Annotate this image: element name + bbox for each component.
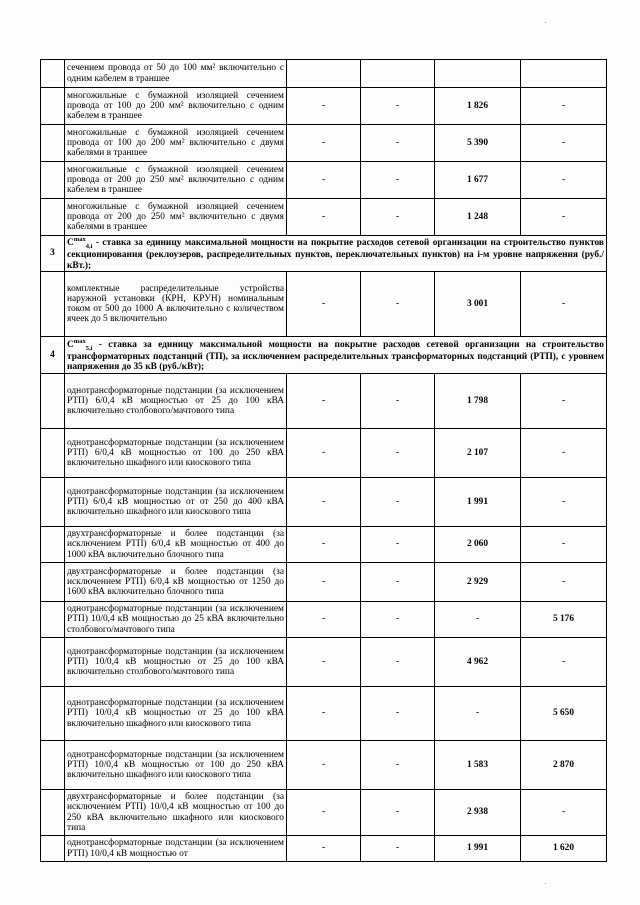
rate-value-col-1	[287, 60, 361, 88]
rate-value-col-3: -	[435, 687, 521, 741]
rate-symbol-sub: 5,i	[85, 344, 93, 352]
rate-value-col-1: -	[287, 602, 361, 638]
rate-value-col-1: -	[287, 88, 361, 125]
rate-value-col-2: -	[361, 478, 435, 527]
rate-symbol-sub: 4,i	[85, 243, 93, 251]
section-header-row	[41, 236, 607, 272]
tariff-table	[40, 59, 607, 862]
rate-value-col-4: -	[521, 478, 607, 527]
tariff-table-body	[41, 60, 607, 862]
row-number-cell	[41, 162, 65, 199]
rate-value-col-2: -	[361, 687, 435, 741]
rate-value-col-2: -	[361, 527, 435, 563]
row-number-cell	[41, 60, 65, 88]
row-description: сечением провода от 50 до 100 мм² включительно с одним кабелем в траншее	[65, 60, 287, 88]
rate-value-col-3: 4 962	[435, 638, 521, 687]
section-header-text	[65, 236, 607, 272]
table-row	[41, 88, 607, 125]
rate-value-col-1: -	[287, 429, 361, 478]
row-number-cell	[41, 790, 65, 836]
rate-value-col-2: -	[361, 602, 435, 638]
rate-value-col-4: -	[521, 790, 607, 836]
row-number-cell	[41, 563, 65, 602]
rate-value-col-2: -	[361, 125, 435, 162]
rate-value-col-4: -	[521, 272, 607, 337]
rate-value-col-1: -	[287, 478, 361, 527]
row-number-cell	[41, 741, 65, 790]
table-row	[41, 638, 607, 687]
row-number-cell	[41, 687, 65, 741]
section-number: 3	[41, 236, 65, 272]
table-row	[41, 563, 607, 602]
row-description: комплектные распределительные устройства наружной установки (КРН, КРУН) номинальным током от 500 до 1000 А включительно с количеством ячеек до 5 включительно	[65, 272, 287, 337]
rate-value-col-1: -	[287, 638, 361, 687]
rate-value-col-3: 1 826	[435, 88, 521, 125]
rate-value-col-3: 5 390	[435, 125, 521, 162]
rate-value-col-2: -	[361, 88, 435, 125]
row-number-cell	[41, 836, 65, 862]
rate-value-col-1: -	[287, 374, 361, 429]
rate-value-col-3: 2 107	[435, 429, 521, 478]
row-number-cell	[41, 429, 65, 478]
rate-value-col-1: -	[287, 741, 361, 790]
scan-speck	[545, 883, 546, 884]
row-description: многожильные с бумажной изоляцией сечением провода от 100 до 200 мм² включительно с одним кабелем в траншее	[65, 88, 287, 125]
row-number-cell	[41, 272, 65, 337]
rate-value-col-4: 1 620	[521, 836, 607, 862]
rate-value-col-2	[361, 60, 435, 88]
table-row	[41, 272, 607, 337]
rate-value-col-3: 2 060	[435, 527, 521, 563]
rate-value-col-4: 2 870	[521, 741, 607, 790]
rate-value-col-3: 3 001	[435, 272, 521, 337]
row-description: многожильные с бумажной изоляцией сечением провода от 100 до 200 мм² включительно с двумя кабелями в траншее	[65, 125, 287, 162]
table-row	[41, 374, 607, 429]
rate-value-col-3: 1 991	[435, 836, 521, 862]
row-description: двухтрансформаторные и более подстанции (за исключением РТП) 6/0,4 кВ мощностью от 1250 до 1600 кВА включительно блочного типа	[65, 563, 287, 602]
rate-value-col-2: -	[361, 374, 435, 429]
table-row	[41, 602, 607, 638]
rate-value-col-1: -	[287, 527, 361, 563]
row-description: однотрансформаторные подстанции (за исключением РТП) 10/0,4 кВ мощностью от 25 до 100 кВА включительно шкафного или киоскового типа	[65, 687, 287, 741]
rate-value-col-3: 1 248	[435, 199, 521, 236]
row-description: однотрансформаторные подстанции (за исключением РТП) 10/0,4 кВ мощностью до 25 кВА включительно столбового/мачтового типа	[65, 602, 287, 638]
rate-value-col-1: -	[287, 687, 361, 741]
table-row	[41, 478, 607, 527]
rate-value-col-4: 5 176	[521, 602, 607, 638]
rate-value-col-3	[435, 60, 521, 88]
rate-value-col-1: -	[287, 199, 361, 236]
table-row	[41, 527, 607, 563]
rate-value-col-1: -	[287, 125, 361, 162]
row-description: однотрансформаторные подстанции (за исключением РТП) 10/0,4 кВ мощностью от	[65, 836, 287, 862]
rate-value-col-3: 1 677	[435, 162, 521, 199]
row-description: многожильные с бумажной изоляцией сечением провода от 200 до 250 мм² включительно с одним кабелем в траншее	[65, 162, 287, 199]
rate-value-col-4: -	[521, 374, 607, 429]
row-description: двухтрансформаторные и более подстанции (за исключением РТП) 10/0,4 кВ мощностью от 100 до 250 кВА включительно шкафного или киоскового типа	[65, 790, 287, 836]
rate-value-col-4: 5 650	[521, 687, 607, 741]
table-row	[41, 687, 607, 741]
rate-value-col-4: -	[521, 563, 607, 602]
rate-value-col-2: -	[361, 563, 435, 602]
rate-value-col-1: -	[287, 790, 361, 836]
rate-value-col-3: 1 798	[435, 374, 521, 429]
rate-value-col-3: 2 938	[435, 790, 521, 836]
row-description: однотрансформаторные подстанции (за исключением РТП) 6/0,4 кВ мощностью от от 250 до 400 кВА включительно шкафного или киоскового типа	[65, 478, 287, 527]
section-header-text	[65, 337, 607, 374]
row-description: однотрансформаторные подстанции (за исключением РТП) 10/0,4 кВ мощностью от 100 до 250 кВА включительно шкафного или киоскового типа	[65, 741, 287, 790]
rate-value-col-1: -	[287, 272, 361, 337]
rate-value-col-3: 1 991	[435, 478, 521, 527]
row-description: однотрансформаторные подстанции (за исключением РТП) 6/0,4 кВ мощностью от 100 до 250 кВА включительно шкафного или киоскового типа	[65, 429, 287, 478]
row-number-cell	[41, 88, 65, 125]
row-number-cell	[41, 125, 65, 162]
section-description: - ставка за единицу максимальной мощности на покрытие расходов сетевой организации на строительство пунктов секционирования (реклоузеров, распределительных пунктов, переключательных пунктов) на i-м уровне напряжения (руб./кВт.);	[67, 238, 604, 271]
table-row	[41, 429, 607, 478]
row-description: двухтрансформаторные и более подстанции (за исключением РТП) 6/0,4 кВ мощностью от 400 до 1000 кВА включительно блочного типа	[65, 527, 287, 563]
section-number: 4	[41, 337, 65, 374]
rate-value-col-4: -	[521, 429, 607, 478]
table-row	[41, 790, 607, 836]
row-number-cell	[41, 374, 65, 429]
row-number-cell	[41, 602, 65, 638]
row-number-cell	[41, 199, 65, 236]
rate-value-col-3: -	[435, 602, 521, 638]
rate-value-col-2: -	[361, 199, 435, 236]
row-description: однотрансформаторные подстанции (за исключением РТП) 10/0,4 кВ мощностью от 25 до 100 кВА включительно столбового/мачтового типа	[65, 638, 287, 687]
rate-value-col-4	[521, 60, 607, 88]
rate-symbol: C	[67, 238, 74, 249]
scan-speck	[545, 22, 546, 23]
rate-value-col-4: -	[521, 162, 607, 199]
section-description: - ставка за единицу максимальной мощности на покрытие расходов сетевой организации на строительство трансформаторных подстанций (ТП), за исключением распределительных трансформаторных подстанций (РТП), с уровнем напряжения до 35 кВ (руб./кВт);	[67, 339, 604, 372]
rate-value-col-1: -	[287, 563, 361, 602]
rate-value-col-3: 1 583	[435, 741, 521, 790]
table-row	[41, 199, 607, 236]
rate-value-col-1: -	[287, 836, 361, 862]
rate-value-col-4: -	[521, 638, 607, 687]
rate-value-col-4: -	[521, 88, 607, 125]
table-row	[41, 125, 607, 162]
rate-value-col-1: -	[287, 162, 361, 199]
rate-value-col-2: -	[361, 272, 435, 337]
row-number-cell	[41, 478, 65, 527]
rate-value-col-2: -	[361, 429, 435, 478]
rate-value-col-2: -	[361, 790, 435, 836]
rate-value-col-2: -	[361, 638, 435, 687]
row-description: однотрансформаторные подстанции (за исключением РТП) 6/0,4 кВ мощностью от 25 до 100 кВА включительно столбового/мачтового типа	[65, 374, 287, 429]
rate-value-col-4: -	[521, 527, 607, 563]
rate-symbol-sup: max	[73, 337, 86, 345]
row-description: многожильные с бумажной изоляцией сечением провода от 200 до 250 мм² включительно с двумя кабелями в траншее	[65, 199, 287, 236]
rate-value-col-2: -	[361, 741, 435, 790]
rate-value-col-2: -	[361, 162, 435, 199]
table-row	[41, 741, 607, 790]
table-row	[41, 836, 607, 862]
rate-value-col-4: -	[521, 199, 607, 236]
rate-value-col-4: -	[521, 125, 607, 162]
rate-symbol: C	[67, 339, 74, 350]
row-number-cell	[41, 638, 65, 687]
rate-value-col-3: 2 929	[435, 563, 521, 602]
row-number-cell	[41, 527, 65, 563]
table-row	[41, 60, 607, 88]
rate-symbol-sup: max	[73, 236, 86, 244]
section-header-row	[41, 337, 607, 374]
rate-value-col-2: -	[361, 836, 435, 862]
table-row	[41, 162, 607, 199]
